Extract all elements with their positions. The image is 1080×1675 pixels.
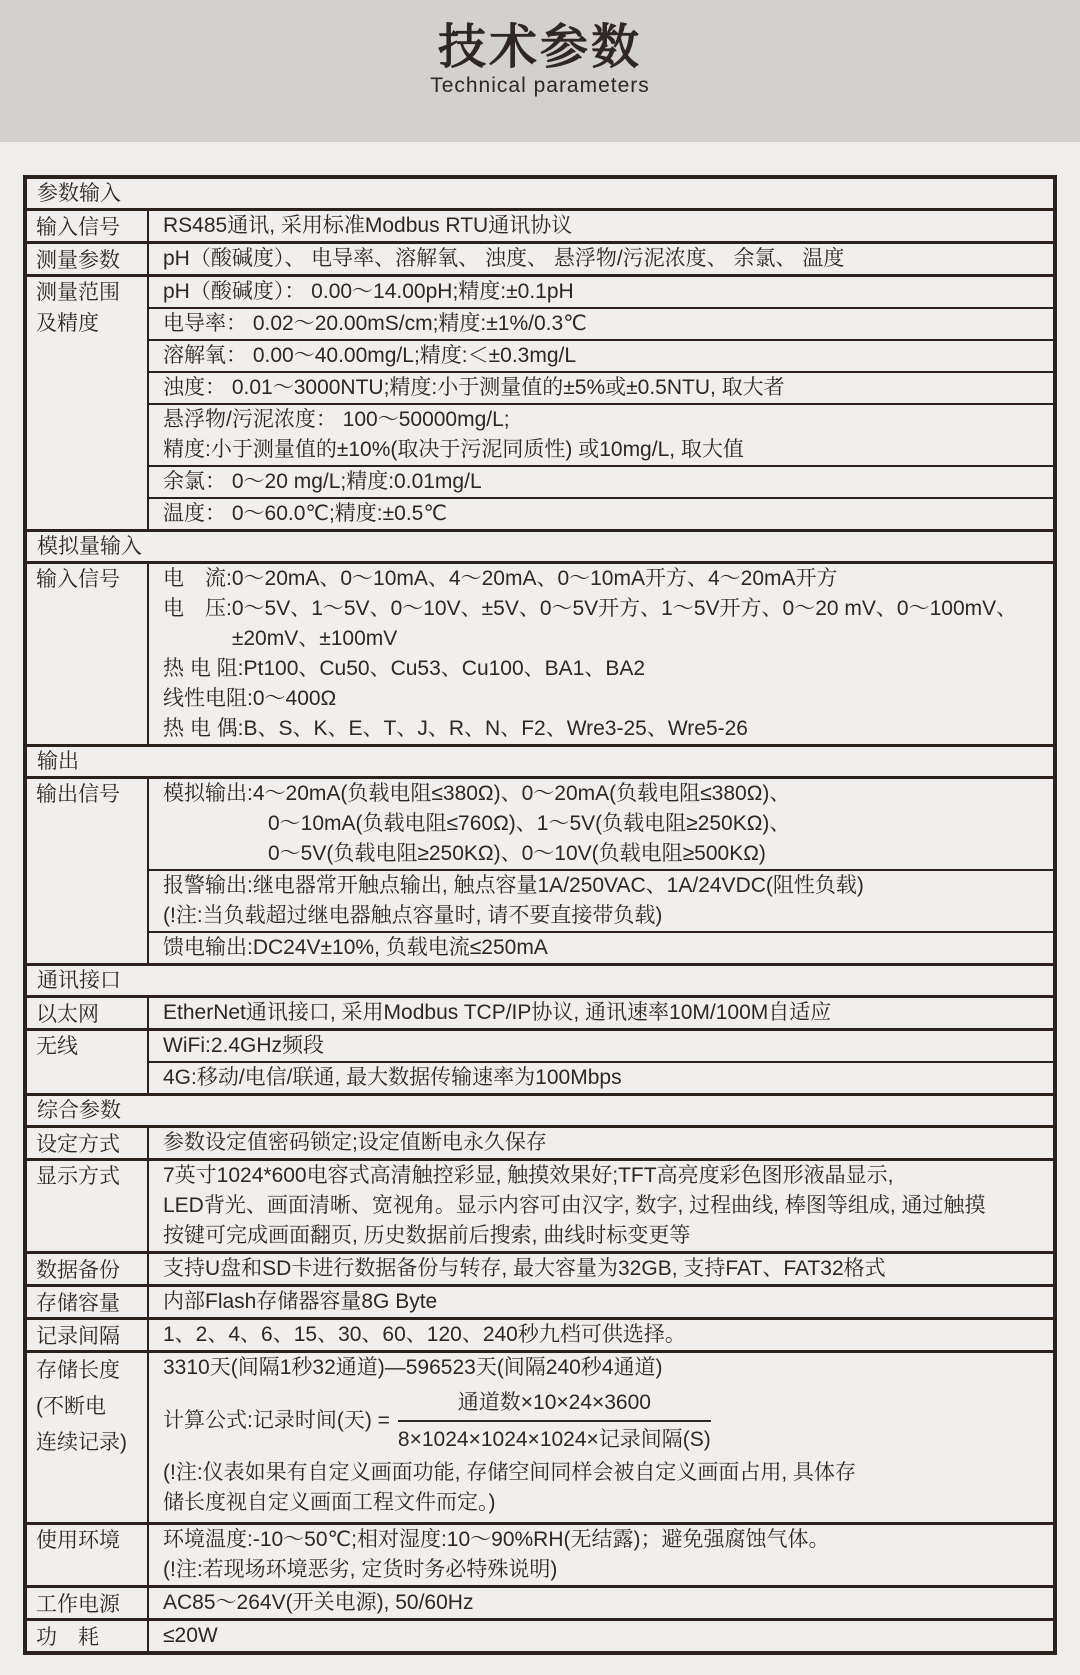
row-label: [27, 1353, 149, 1522]
value-line: 3310天(间隔1秒32通道)—596523天(间隔240秒4通道): [163, 1356, 663, 1379]
value-line: RS485通讯, 采用标准Modbus RTU通讯协议: [163, 214, 573, 237]
value-line: 浊度： 0.01～3000NTU;精度:小于测量值的±5%或±0.5NTU, 取大者: [163, 376, 785, 399]
section-row-comm-interface: [27, 963, 1053, 995]
row-label-line: 测量范围: [36, 281, 120, 304]
table-row-input-signal: [27, 208, 1053, 241]
formula-denominator: 8×1024×1024×1024×记录间隔(S): [397, 1428, 711, 1451]
value-cell: [149, 1588, 1053, 1618]
technical-parameters-table: [23, 175, 1057, 1655]
value-cell-residual-chlorine: [149, 465, 1053, 497]
value-line: 热 电 阻:Pt100、Cu50、Cu53、Cu100、BA1、BA2: [163, 657, 646, 680]
value-cell: [149, 211, 1053, 241]
row-label: [27, 277, 149, 529]
value-line: 余氯： 0～20 mg/L;精度:0.01mg/L: [163, 470, 482, 493]
value-cell: [149, 1621, 1053, 1651]
value-line: (!注:当负载超过继电器触点容量时, 请不要直接带负载): [163, 904, 663, 927]
table-row-operating-environment: [27, 1522, 1053, 1585]
formula-numerator: 通道数×10×24×3600: [398, 1386, 711, 1422]
value-cell-display: [149, 1161, 1053, 1251]
table-row-storage-length: [27, 1350, 1053, 1522]
value-line: ≤20W: [163, 1624, 218, 1647]
value-cell-4g: [149, 1061, 1053, 1093]
value-cell-ph: [149, 277, 1053, 307]
value-line: pH（酸碱度）： 0.00～14.00pH;精度:±0.1pH: [163, 280, 574, 303]
value-line: 电 压:0～5V、1～5V、0～10V、±5V、0～5V开方、1～5V开方、0～20 mV、0～100mV、: [163, 597, 1018, 620]
row-label-line: 输入信号: [36, 568, 120, 591]
value-cell-conductivity: [149, 307, 1053, 339]
row-label-line: 显示方式: [36, 1165, 120, 1188]
row-label: 数据备份: [27, 1254, 149, 1284]
value-line: 0～5V(负载电阻≥250KΩ)、0～10V(负载电阻≥500KΩ): [163, 842, 766, 865]
value-cell-feed-output: [149, 931, 1053, 963]
value-line: 溶解氧： 0.00～40.00mg/L;精度:＜±0.3mg/L: [163, 344, 577, 367]
section-row-general-params: [27, 1093, 1053, 1125]
row-label-line: 存储长度: [36, 1359, 120, 1382]
row-label-line: 输出信号: [36, 783, 120, 806]
table-row-storage-capacity: [27, 1284, 1053, 1317]
value-line: 内部Flash存储器容量8G Byte: [163, 1290, 438, 1313]
table-row-measured-params: [27, 241, 1053, 274]
row-label: 存储容量: [27, 1287, 149, 1317]
value-line: 精度:小于测量值的±10%(取决于污泥同质性) 或10mg/L, 取大值: [163, 438, 744, 461]
value-line: 4G:移动/电信/联通, 最大数据传输速率为100Mbps: [163, 1066, 622, 1089]
value-line: (!注:若现场环境恶劣, 定货时务必特殊说明): [163, 1558, 558, 1581]
value-cell-environment: [149, 1525, 1053, 1585]
value-cell-analog-signals: [149, 564, 1053, 744]
section-row-param-input: [27, 179, 1053, 208]
value-cell: [149, 1320, 1053, 1350]
row-label-line: (不断电: [36, 1395, 106, 1418]
formula-prefix: 计算公式:记录时间(天) =: [163, 1409, 390, 1432]
value-line: EtherNet通讯接口, 采用Modbus TCP/IP协议, 通讯速率10M/100M自适应: [163, 1001, 832, 1024]
value-cell-analog-output: [149, 779, 1053, 869]
row-label: 工作电源: [27, 1588, 149, 1618]
value-line: 1、2、4、6、15、30、60、120、240秒九档可供选择。: [163, 1323, 686, 1346]
value-line: 电导率： 0.02～20.00mS/cm;精度:±1%/0.3℃: [163, 312, 587, 335]
value-line: WiFi:2.4GHz频段: [163, 1034, 325, 1057]
row-label: 功 耗: [27, 1621, 149, 1651]
value-cell-wifi: [149, 1031, 1053, 1061]
table-row-record-interval: [27, 1317, 1053, 1350]
row-label-line: 使用环境: [36, 1529, 120, 1552]
table-row-wireless: [27, 1028, 1053, 1093]
formula-fraction: [398, 1386, 711, 1456]
row-label: 设定方式: [27, 1128, 149, 1158]
title-band: [0, 0, 1080, 142]
value-line: pH（酸碱度）、 电导率、溶解氧、 浊度、 悬浮物/污泥浓度、 余氯、 温度: [163, 247, 845, 270]
table-row-data-backup: [27, 1251, 1053, 1284]
value-cell: [149, 1254, 1053, 1284]
table-row-analog-input-signal: [27, 561, 1053, 744]
table-row-setting-mode: [27, 1125, 1053, 1158]
value-line: ±20mV、±100mV: [163, 627, 398, 650]
section-title: 通讯接口: [37, 969, 121, 992]
page-subtitle: Technical parameters: [430, 74, 650, 97]
record-time-formula: [163, 1386, 1053, 1456]
row-label: 测量参数: [27, 244, 149, 274]
value-line: 报警输出:继电器常开触点输出, 触点容量1A/250VAC、1A/24VDC(阻性负载): [163, 874, 864, 897]
section-title: 模拟量输入: [37, 535, 142, 558]
value-line: 模拟输出:4～20mA(负载电阻≤380Ω)、0～20mA(负载电阻≤380Ω)、: [163, 782, 791, 805]
value-line: (!注:仪表如果有自定义画面功能, 存储空间同样会被自定义画面占用, 具体存: [163, 1461, 856, 1484]
value-line: LED背光、画面清晰、宽视角。显示内容可由汉字, 数字, 过程曲线, 棒图等组成, 通过触摸: [163, 1194, 986, 1217]
section-row-analog-input: [27, 529, 1053, 561]
value-cell: [149, 244, 1053, 274]
value-line: 储长度视自定义画面工程文件而定。): [163, 1491, 496, 1514]
value-line: 悬浮物/污泥浓度： 100～50000mg/L;: [163, 408, 510, 431]
row-label: [27, 564, 149, 744]
value-line: 7英寸1024*600电容式高清触控彩显, 触摸效果好;TFT高亮度彩色图形液晶显示,: [163, 1164, 894, 1187]
row-label: [27, 779, 149, 963]
row-label-line: 连续记录): [36, 1431, 127, 1454]
value-cell-alarm-output: [149, 869, 1053, 931]
row-label: 以太网: [27, 998, 149, 1028]
row-label-line: 无线: [36, 1035, 78, 1058]
value-line: 按键可完成画面翻页, 历史数据前后搜索, 曲线时标变更等: [163, 1224, 691, 1247]
section-title: 参数输入: [37, 182, 121, 205]
value-line: AC85～264V(开关电源), 50/60Hz: [163, 1591, 474, 1614]
value-line: 线性电阻:0～400Ω: [163, 687, 337, 710]
value-line: 0～10mA(负载电阻≤760Ω)、1～5V(负载电阻≥250KΩ)、: [163, 812, 791, 835]
value-line: 支持U盘和SD卡进行数据备份与转存, 最大容量为32GB, 支持FAT、FAT32格式: [163, 1257, 886, 1280]
value-cell-turbidity: [149, 371, 1053, 403]
section-row-output: [27, 744, 1053, 776]
value-cell-suspended-solids: [149, 403, 1053, 465]
value-line: 温度： 0～60.0℃;精度:±0.5℃: [163, 502, 447, 525]
table-row-display-mode: [27, 1158, 1053, 1251]
section-title: 输出: [37, 750, 79, 773]
value-cell: [149, 1287, 1053, 1317]
row-label: 输入信号: [27, 211, 149, 241]
page-title: 技术参数: [437, 21, 642, 74]
row-label: [27, 1525, 149, 1585]
value-line: 电 流:0～20mA、0～10mA、4～20mA、0～10mA开方、4～20mA开方: [163, 567, 838, 590]
table-row-power-supply: [27, 1585, 1053, 1618]
value-cell-storage-length: [149, 1353, 1053, 1522]
table-row-output-signal: [27, 776, 1053, 963]
row-label: 记录间隔: [27, 1320, 149, 1350]
row-label-line: 及精度: [36, 312, 99, 335]
section-title: 综合参数: [37, 1099, 121, 1122]
value-cell: [149, 1128, 1053, 1158]
value-line: 环境温度:-10～50℃;相对湿度:10～90%RH(无结露)；避免强腐蚀气体。: [163, 1528, 830, 1551]
value-cell-temperature: [149, 497, 1053, 529]
table-row-range-accuracy: [27, 274, 1053, 529]
table-row-power-consumption: [27, 1618, 1053, 1651]
table-row-ethernet: [27, 995, 1053, 1028]
value-line: 参数设定值密码锁定;设定值断电永久保存: [163, 1131, 547, 1154]
row-label: [27, 1031, 149, 1093]
value-cell-dissolved-oxygen: [149, 339, 1053, 371]
value-cell: [149, 998, 1053, 1028]
value-line: 热 电 偶:B、S、K、E、T、J、R、N、F2、Wre3-25、Wre5-26: [163, 717, 748, 740]
value-line: 馈电输出:DC24V±10%, 负载电流≤250mA: [163, 936, 548, 959]
row-label: [27, 1161, 149, 1251]
